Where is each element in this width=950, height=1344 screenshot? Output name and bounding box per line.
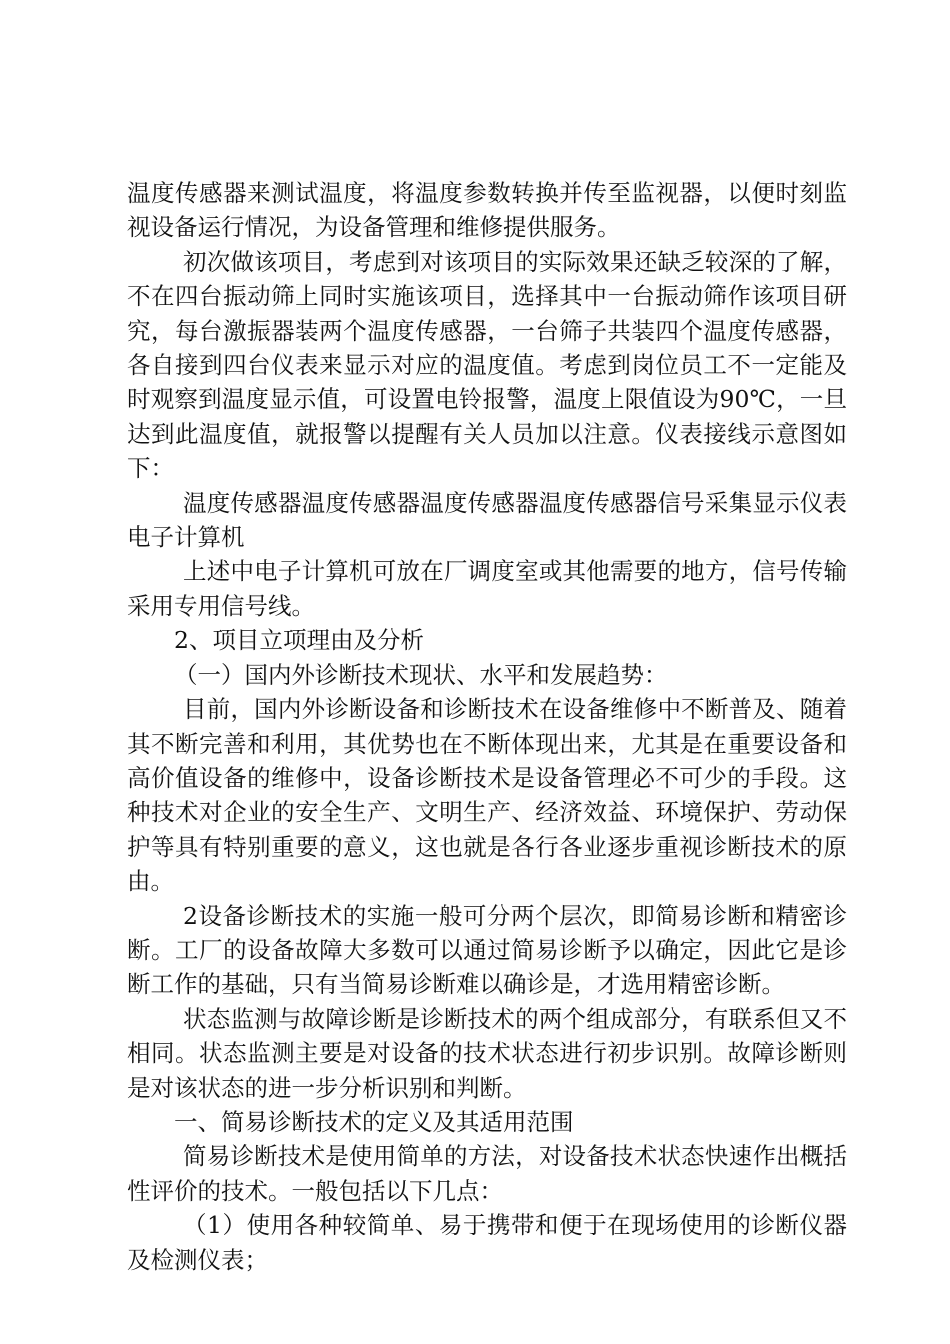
paragraph-project-implementation: 初次做该项目，考虑到对该项目的实际效果还缺乏较深的了解，不在四台振动筛上同时实施该项目，选择其中一台振动筛作该项目研究，每台激振器装两个温度传感器，一台筛子共装四个温度传感器，各自接到四台仪表来显示对应的温度值。考虑到岗位员工不一定能及时观察到温度显示值，可设置电铃报警，温度上限值设为90℃，一旦达到此温度值，就报警以提醒有关人员加以注意。仪表接线示意图如下： xyxy=(127,247,847,483)
document-body xyxy=(127,176,847,1277)
paragraph-computer-placement: 上述中电子计算机可放在厂调度室或其他需要的地方，信号传输采用专用信号线。 xyxy=(127,557,847,620)
paragraph-simple-diagnosis-definition: 简易诊断技术是使用简单的方法，对设备技术状态快速作出概括性评价的技术。一般包括以下几点： xyxy=(127,1142,847,1205)
paragraph-wiring-diagram: 温度传感器温度传感器温度传感器温度传感器信号采集显示仪表电子计算机 xyxy=(127,488,847,552)
section-heading-project-rationale: 2、项目立项理由及分析 xyxy=(174,626,424,655)
paragraph-continuation: 温度传感器来测试温度，将温度参数转换并传至监视器，以便时刻监视设备运行情况，为设备管理和维修提供服务。 xyxy=(127,179,847,242)
paragraph-diagnosis-overview: 目前，国内外诊断设备和诊断技术在设备维修中不断普及、随着其不断完善和利用，其优势也在不断体现出来，尤其是在重要设备和高价值设备的维修中，设备诊断技术是设备管理必不可少的手段。这种技术对企业的安全生产、文明生产、经济效益、环境保护、劳动保护等具有特别重要的意义，这也就是各行各业逐步重视诊断技术的原由。 xyxy=(127,695,847,896)
paragraph-diagnosis-levels: 2设备诊断技术的实施一般可分两个层次，即简易诊断和精密诊断。工厂的设备故障大多数可以通过简易诊断予以确定，因此它是诊断工作的基础，只有当简易诊断难以确诊是，才选用精密诊断。 xyxy=(127,901,847,999)
paragraph-monitoring-and-diagnosis: 状态监测与故障诊断是诊断技术的两个组成部分，有联系但又不相同。状态监测主要是对设备的技术状态进行初步识别。故障诊断则是对该状态的进一步分析识别和判断。 xyxy=(127,1004,847,1102)
list-item-1: （1）使用各种较简单、易于携带和便于在现场使用的诊断仪器及检测仪表； xyxy=(127,1211,847,1274)
section-heading-simple-diagnosis: 一、简易诊断技术的定义及其适用范围 xyxy=(174,1107,574,1136)
subsection-heading-diagnosis-status: （一）国内外诊断技术现状、水平和发展趋势： xyxy=(174,660,668,689)
